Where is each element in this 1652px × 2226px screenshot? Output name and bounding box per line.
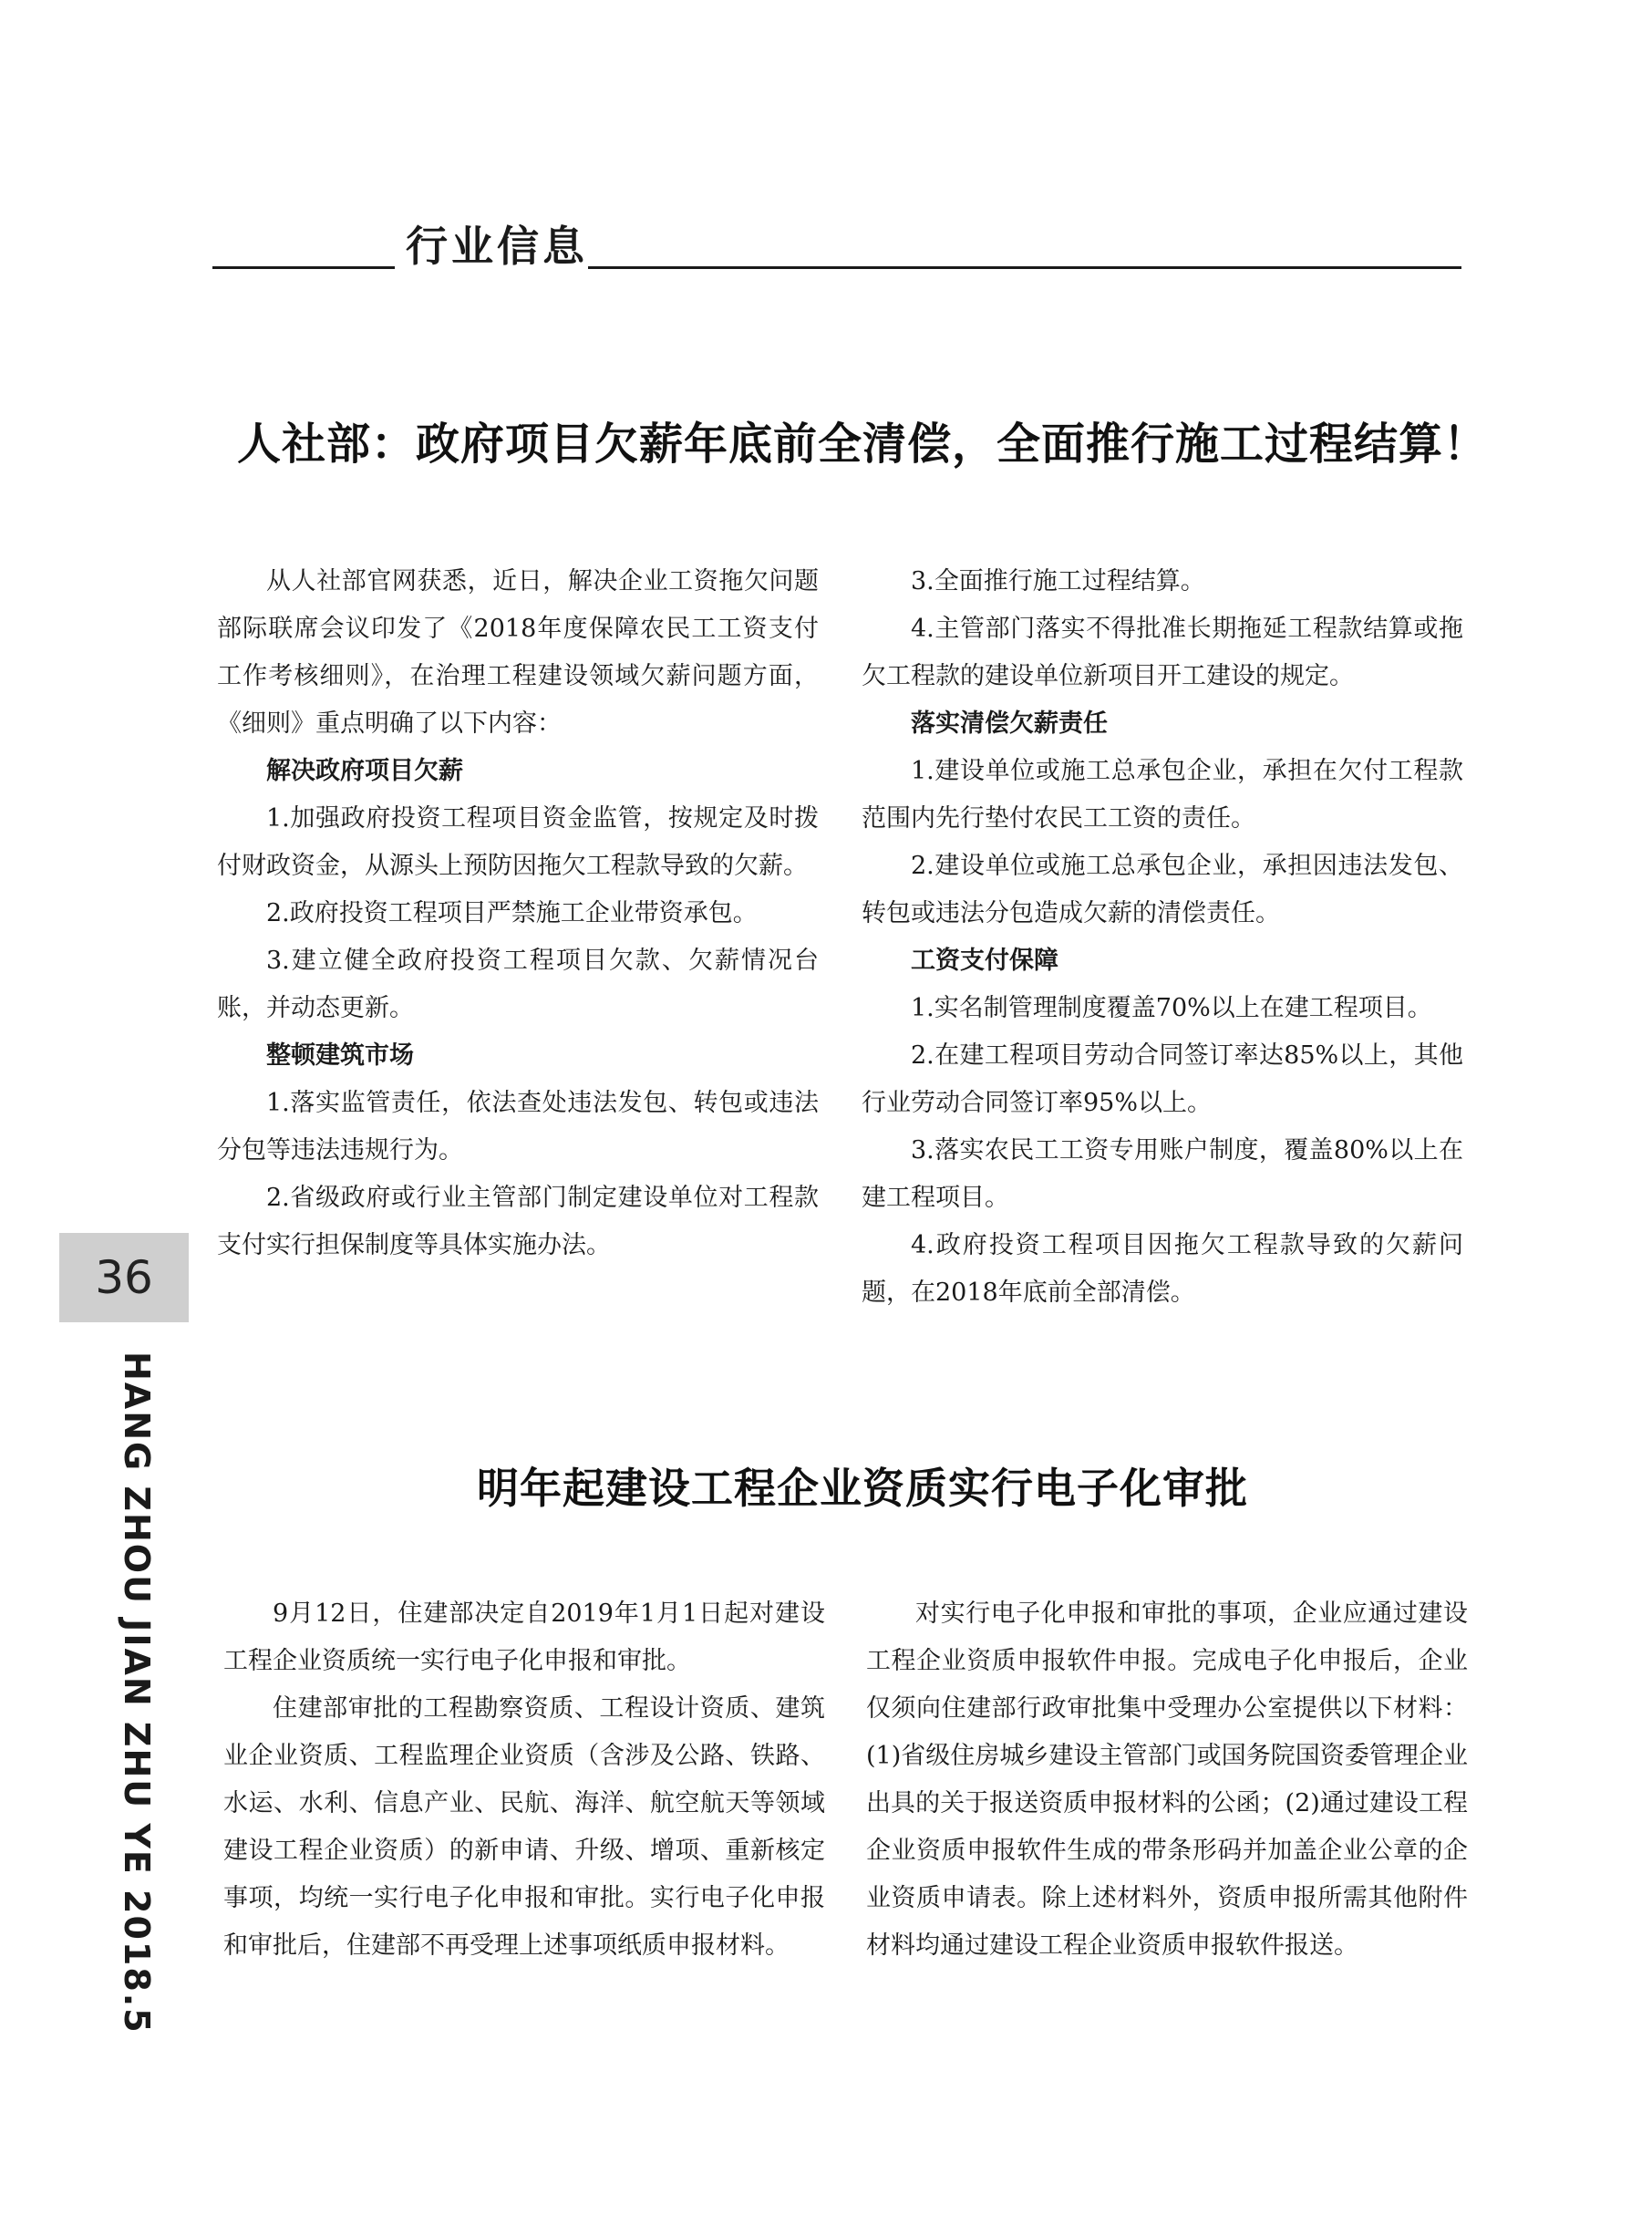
- paragraph: 2.省级政府或行业主管部门制定建设单位对工程款支付实行担保制度等具体实施办法。: [217, 1184, 819, 1259]
- paragraph: 对实行电子化申报和审批的事项，企业应通过建设工程企业资质申报软件申报。完成电子化申报后，企业仅须向住建部行政审批集中受理办公室提供以下材料：(1)省级住房城乡建设主管部门或国务院国资委管理企业出具的关于报送资质申报材料的公函；(2)通过建设工程企业资质申报软件生成的带条形码并加盖企业公章的企业资质申请表。除上述材料外，资质申报所需其他附件材料均通过建设工程企业资质申报软件报送。: [866, 1600, 1468, 1960]
- paragraph: 住建部审批的工程勘察资质、工程设计资质、建筑业企业资质、工程监理企业资质（含涉及公路、铁路、水运、水利、信息产业、民航、海洋、航空航天等领域建设工程企业资质）的新申请、升级、增项、重新核定事项，均统一实行电子化申报和审批。实行电子化申报和审批后，住建部不再受理上述事项纸质申报材料。: [223, 1694, 825, 1960]
- article1-heading-3: 落实清偿欠薪责任: [911, 709, 1108, 738]
- header-rule-left: [212, 266, 395, 269]
- paragraph: 1.落实监管责任，依法查处违法发包、转包或违法分包等违法违规行为。: [217, 1089, 819, 1165]
- paragraph: 3.落实农民工工资专用账户制度，覆盖80%以上在建工程项目。: [862, 1136, 1463, 1212]
- article1-right-column: [862, 558, 1463, 1317]
- page-number: 36: [59, 1233, 189, 1322]
- side-journal-label: HANG ZHOU JIAN ZHU YE 2018.5: [117, 1351, 157, 2034]
- article1-heading-2: 整顿建筑市场: [266, 1041, 414, 1070]
- article1-heading-1: 解决政府项目欠薪: [266, 757, 463, 785]
- article2-title: 明年起建设工程企业资质实行电子化审批: [477, 1464, 1248, 1513]
- paragraph: 3.建立健全政府投资工程项目欠款、欠薪情况台账，并动态更新。: [217, 947, 819, 1022]
- section-label: 行业信息: [406, 222, 588, 271]
- article2-right-column: [866, 1590, 1468, 1970]
- article2-left-column: [223, 1590, 825, 1970]
- paragraph: 4.政府投资工程项目因拖欠工程款导致的欠薪问题，在2018年底前全部清偿。: [862, 1231, 1463, 1307]
- article1-left-column: [217, 558, 819, 1269]
- article1-title: 人社部：政府项目欠薪年底前全清偿，全面推行施工过程结算！: [236, 419, 1488, 470]
- paragraph: 2.政府投资工程项目严禁施工企业带资承包。: [266, 899, 758, 927]
- paragraph: 1.实名制管理制度覆盖70%以上在建工程项目。: [911, 994, 1432, 1022]
- paragraph: 3.全面推行施工过程结算。: [911, 567, 1205, 595]
- paragraph: 4.主管部门落实不得批准长期拖延工程款结算或拖欠工程款的建设单位新项目开工建设的规定。: [862, 615, 1463, 690]
- article1-heading-4: 工资支付保障: [911, 947, 1058, 975]
- section-header: [212, 206, 1461, 272]
- paragraph: 9月12日，住建部决定自2019年1月1日起对建设工程企业资质统一实行电子化申报和审批。: [223, 1600, 825, 1675]
- paragraph: 2.在建工程项目劳动合同签订率达85%以上，其他行业劳动合同签订率95%以上。: [862, 1041, 1463, 1117]
- paragraph: 2.建设单位或施工总承包企业，承担因违法发包、转包或违法分包造成欠薪的清偿责任。: [862, 852, 1463, 927]
- article1-intro: 从人社部官网获悉，近日，解决企业工资拖欠问题部际联席会议印发了《2018年度保障农民工工资支付工作考核细则》，在治理工程建设领域欠薪问题方面，《细则》重点明确了以下内容：: [217, 567, 819, 738]
- paragraph: 1.加强政府投资工程项目资金监管，按规定及时拨付财政资金，从源头上预防因拖欠工程款导致的欠薪。: [217, 804, 819, 880]
- header-rule-right: [588, 266, 1461, 269]
- paragraph: 1.建设单位或施工总承包企业，承担在欠付工程款范围内先行垫付农民工工资的责任。: [862, 757, 1463, 833]
